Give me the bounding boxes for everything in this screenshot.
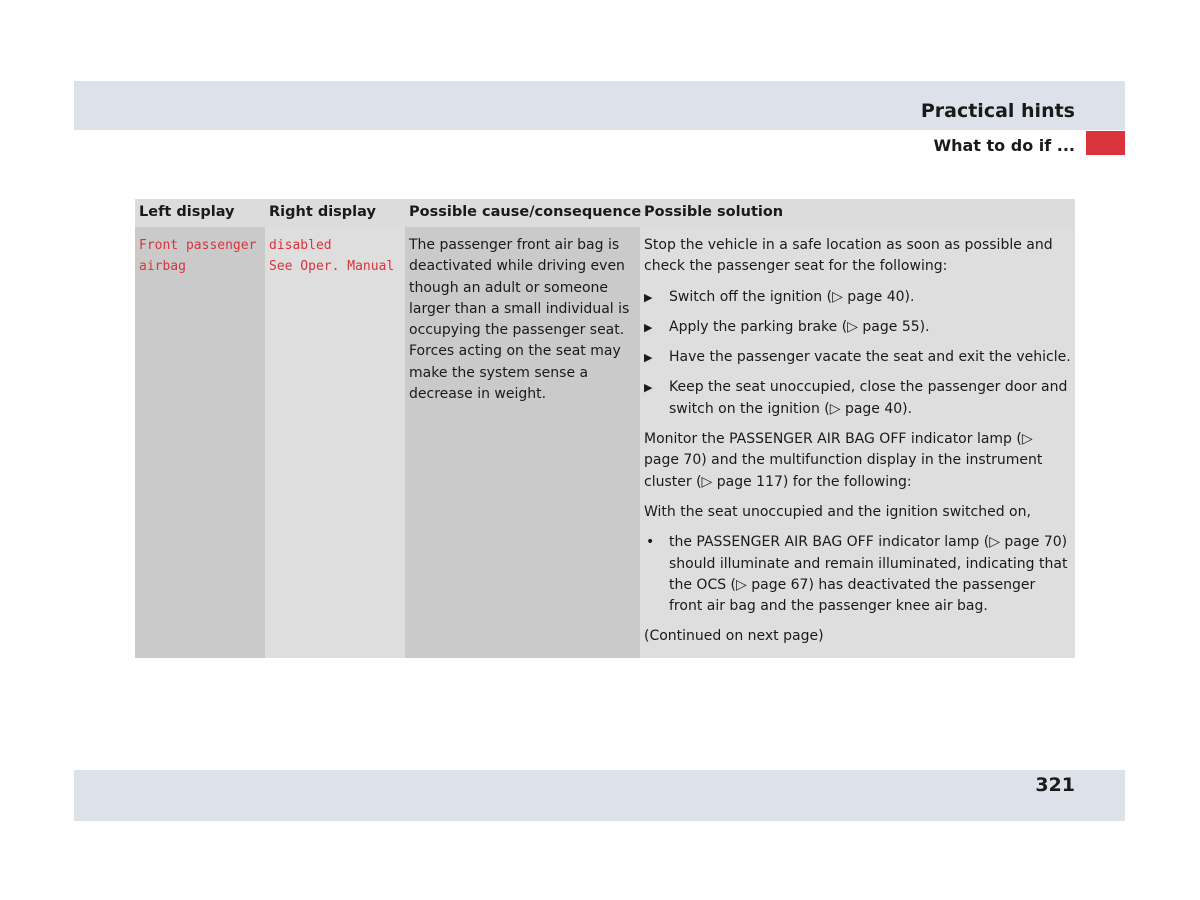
cause-text: The passenger front air bag is deactivated while driving even though an adult or someone larger than a small individual is occupying the passenger seat. Forces acting on the seat may make the system sense a decrease in weight.: [409, 237, 630, 403]
solution-cell: [640, 227, 1075, 658]
column-header-solution: Possible solution: [640, 199, 1075, 227]
column-header-right-display: Right display: [265, 199, 405, 227]
left-display-message: Front passenger airbag: [139, 238, 257, 275]
step-item: [644, 317, 1071, 338]
chapter-tab-marker: [1086, 131, 1125, 155]
section-title: Practical hints: [920, 100, 1075, 122]
step-text: Apply the parking brake (▷ page 55).: [669, 318, 930, 335]
condition-text: With the seat unoccupied and the ignition switched on,: [644, 503, 1031, 520]
troubleshooting-table: [135, 199, 1075, 658]
page-number: 321: [1035, 774, 1075, 796]
triangle-bullet-icon: ▶: [644, 320, 653, 334]
column-header-left-display: Left display: [135, 199, 265, 227]
step-item: [644, 377, 1071, 420]
list-item: [644, 532, 1071, 617]
table-header-row: [135, 199, 1075, 227]
right-display-cell: [265, 227, 405, 658]
monitor-instruction: Monitor the PASSENGER AIR BAG OFF indicator lamp (▷ page 70) and the multifunction display in the instrument cluster (▷ page 117) for the following:: [644, 431, 1043, 490]
footer-band: [74, 770, 1125, 821]
list-item-text: the PASSENGER AIR BAG OFF indicator lamp (▷ page 70) should illuminate and remain illuminated, indicating that the OCS (▷ page 67) has deactivated the passenger front air bag and the passenger knee air bag.: [669, 534, 1068, 615]
column-header-cause: Possible cause/consequence: [405, 199, 640, 227]
dot-bullet-icon: •: [646, 534, 655, 551]
triangle-bullet-icon: ▶: [644, 381, 653, 395]
solution-intro: Stop the vehicle in a safe location as soon as possible and check the passenger seat for the following:: [644, 237, 1053, 275]
table-row: [135, 227, 1075, 658]
step-text: Keep the seat unoccupied, close the passenger door and switch on the ignition (▷ page 40).: [669, 379, 1068, 417]
left-display-cell: [135, 227, 265, 658]
step-item: [644, 287, 1071, 308]
cause-cell: [405, 227, 640, 658]
step-text: Have the passenger vacate the seat and exit the vehicle.: [669, 349, 1071, 366]
subsection-title: What to do if ...: [933, 136, 1075, 155]
right-display-message: disabled See Oper. Manual: [269, 238, 395, 275]
step-item: [644, 347, 1071, 368]
continued-note: (Continued on next page): [644, 628, 824, 645]
triangle-bullet-icon: ▶: [644, 351, 653, 365]
step-text: Switch off the ignition (▷ page 40).: [669, 288, 915, 305]
triangle-bullet-icon: ▶: [644, 290, 653, 304]
